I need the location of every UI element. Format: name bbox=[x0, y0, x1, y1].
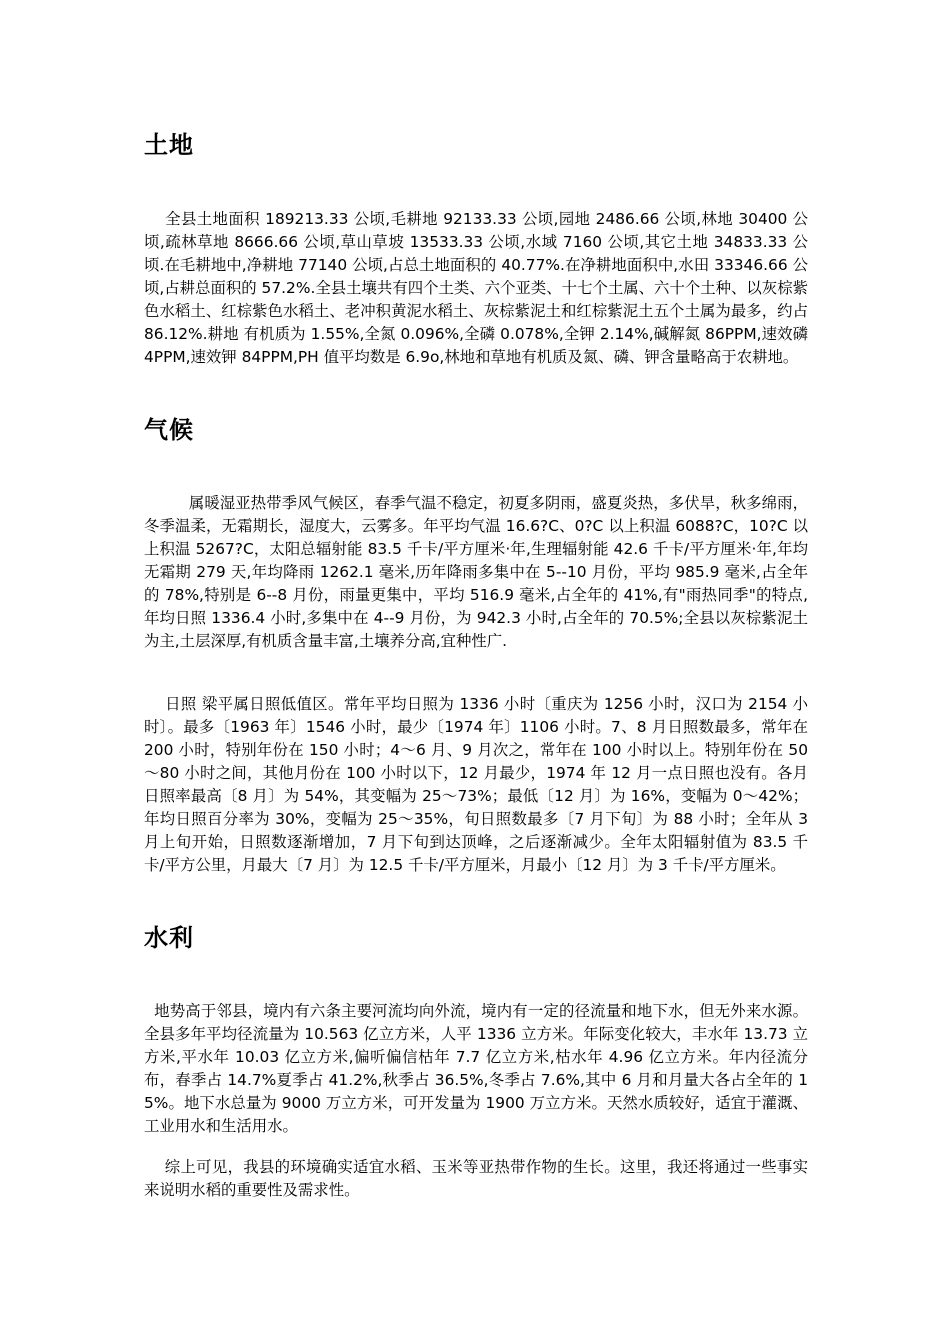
conclusion-paragraph: 综上可见，我县的环境确实适宜水稻、玉米等亚热带作物的生长。这里，我还将通过一些事实来说明水稻的重要性及需求性。 bbox=[144, 1158, 808, 1199]
section-heading-land: 土地 bbox=[144, 131, 194, 159]
land-paragraph: 全县土地面积 189213.33 公顷,毛耕地 92133.33 公顷,园地 2486.66 公顷,林地 30400 公顷,疏林草地 8666.66 公顷,草山草坡 13533.33 公顷,水域 7160 公顷,其它土地 34833.33 公顷.在毛耕地中,净耕地 77140 公顷,占总土地面积的 40.77%.在净耕地面积中,水田 33346.66 公顷,占耕总面积的 57.2%.全县土壤共有四个土类、六个亚类、十七个土属、六十个土种、以灰棕紫色水稻土、红棕紫色水稻土、老冲积黄泥水稻土、灰棕紫泥土和红棕紫泥土五个土属为最多，约占 86.12%.耕地 有机质为 1.55%,全氮 0.096%,全磷 0.078%,全钾 2.14%,碱解氮 86PPM,速效磷 4PPM,速效钾 84PPM,PH 值平均数是 6.9o,林地和草地有机质及氮、磷、钾含量略高于农耕地。 bbox=[144, 210, 808, 366]
climate-paragraph-1: 属暖湿亚热带季风气候区，春季气温不稳定，初夏多阴雨，盛夏炎热，多伏旱，秋多绵雨，冬季温柔，无霜期长，湿度大，云雾多。年平均气温 16.6?C、0?C 以上积温 6088?C，10?C 以上积温 5267?C，太阳总辐射能 83.5 千卡/平方厘米·年,生理辐射能 42.6 千卡/平方厘米·年,年均无霜期 279 天,年均降雨 1262.1 毫米,历年降雨多集中在 5--10 月份，平均 985.9 毫米,占全年的 78%,特别是 6--8 月份，雨量更集中，平均 516.9 毫米,占全年的 41%,有"雨热同季"的特点,年均日照 1336.4 小时,多集中在 4--9 月份，为 942.3 小时,占全年的 70.5%;全县以灰棕紫泥土为主,土层深厚,有机质含量丰富,土壤养分高,宜种性广. bbox=[144, 494, 808, 650]
section-heading-climate: 气候 bbox=[144, 416, 194, 444]
water-paragraph: 地势高于邻县，境内有六条主要河流均向外流，境内有一定的径流量和地下水，但无外来水源。全县多年平均径流量为 10.563 亿立方米，人平 1336 立方米。年际变化较大，丰水年 13.73 立方米,平水年 10.03 亿立方米,偏听偏信枯年 7.7 亿立方米,枯水年 4.96 亿立方米。年内径流分布，春季占 14.7%夏季占 41.2%,秋季占 36.5%,冬季占 7.6%,其中 6 月和月量大各占全年的 15%。地下水总量为 9000 万立方米，可开发量为 1900 万立方米。天然水质较好，适宜于灌溉、工业用水和生活用水。 bbox=[144, 1002, 808, 1135]
section-heading-water: 水利 bbox=[144, 924, 194, 952]
climate-paragraph-2-sunshine: 日照 梁平属日照低值区。常年平均日照为 1336 小时〔重庆为 1256 小时，汉口为 2154 小时〕。最多〔1963 年〕1546 小时，最少〔1974 年〕1106 小时。7、8 月日照数最多，常年在 200 小时，特别年份在 150 小时；4～6 月、9 月次之，常年在 100 小时以上。特别年份在 50～80 小时之间，其他月份在 100 小时以下，12 月最少，1974 年 12 月一点日照也没有。各月日照率最高〔8 月〕为 54%，其变幅为 25～73%；最低〔12 月〕为 16%，变幅为 0～42%；年均日照百分率为 30%，变幅为 25～35%，旬日照数最多〔7 月下旬〕为 88 小时；全年从 3 月上旬开始，日照数逐渐增加，7 月下旬到达顶峰，之后逐渐减少。全年太阳辐射值为 83.5 千卡/平方公里，月最大〔7 月〕为 12.5 千卡/平方厘米，月最小〔12 月〕为 3 千卡/平方厘米。 bbox=[144, 695, 808, 874]
